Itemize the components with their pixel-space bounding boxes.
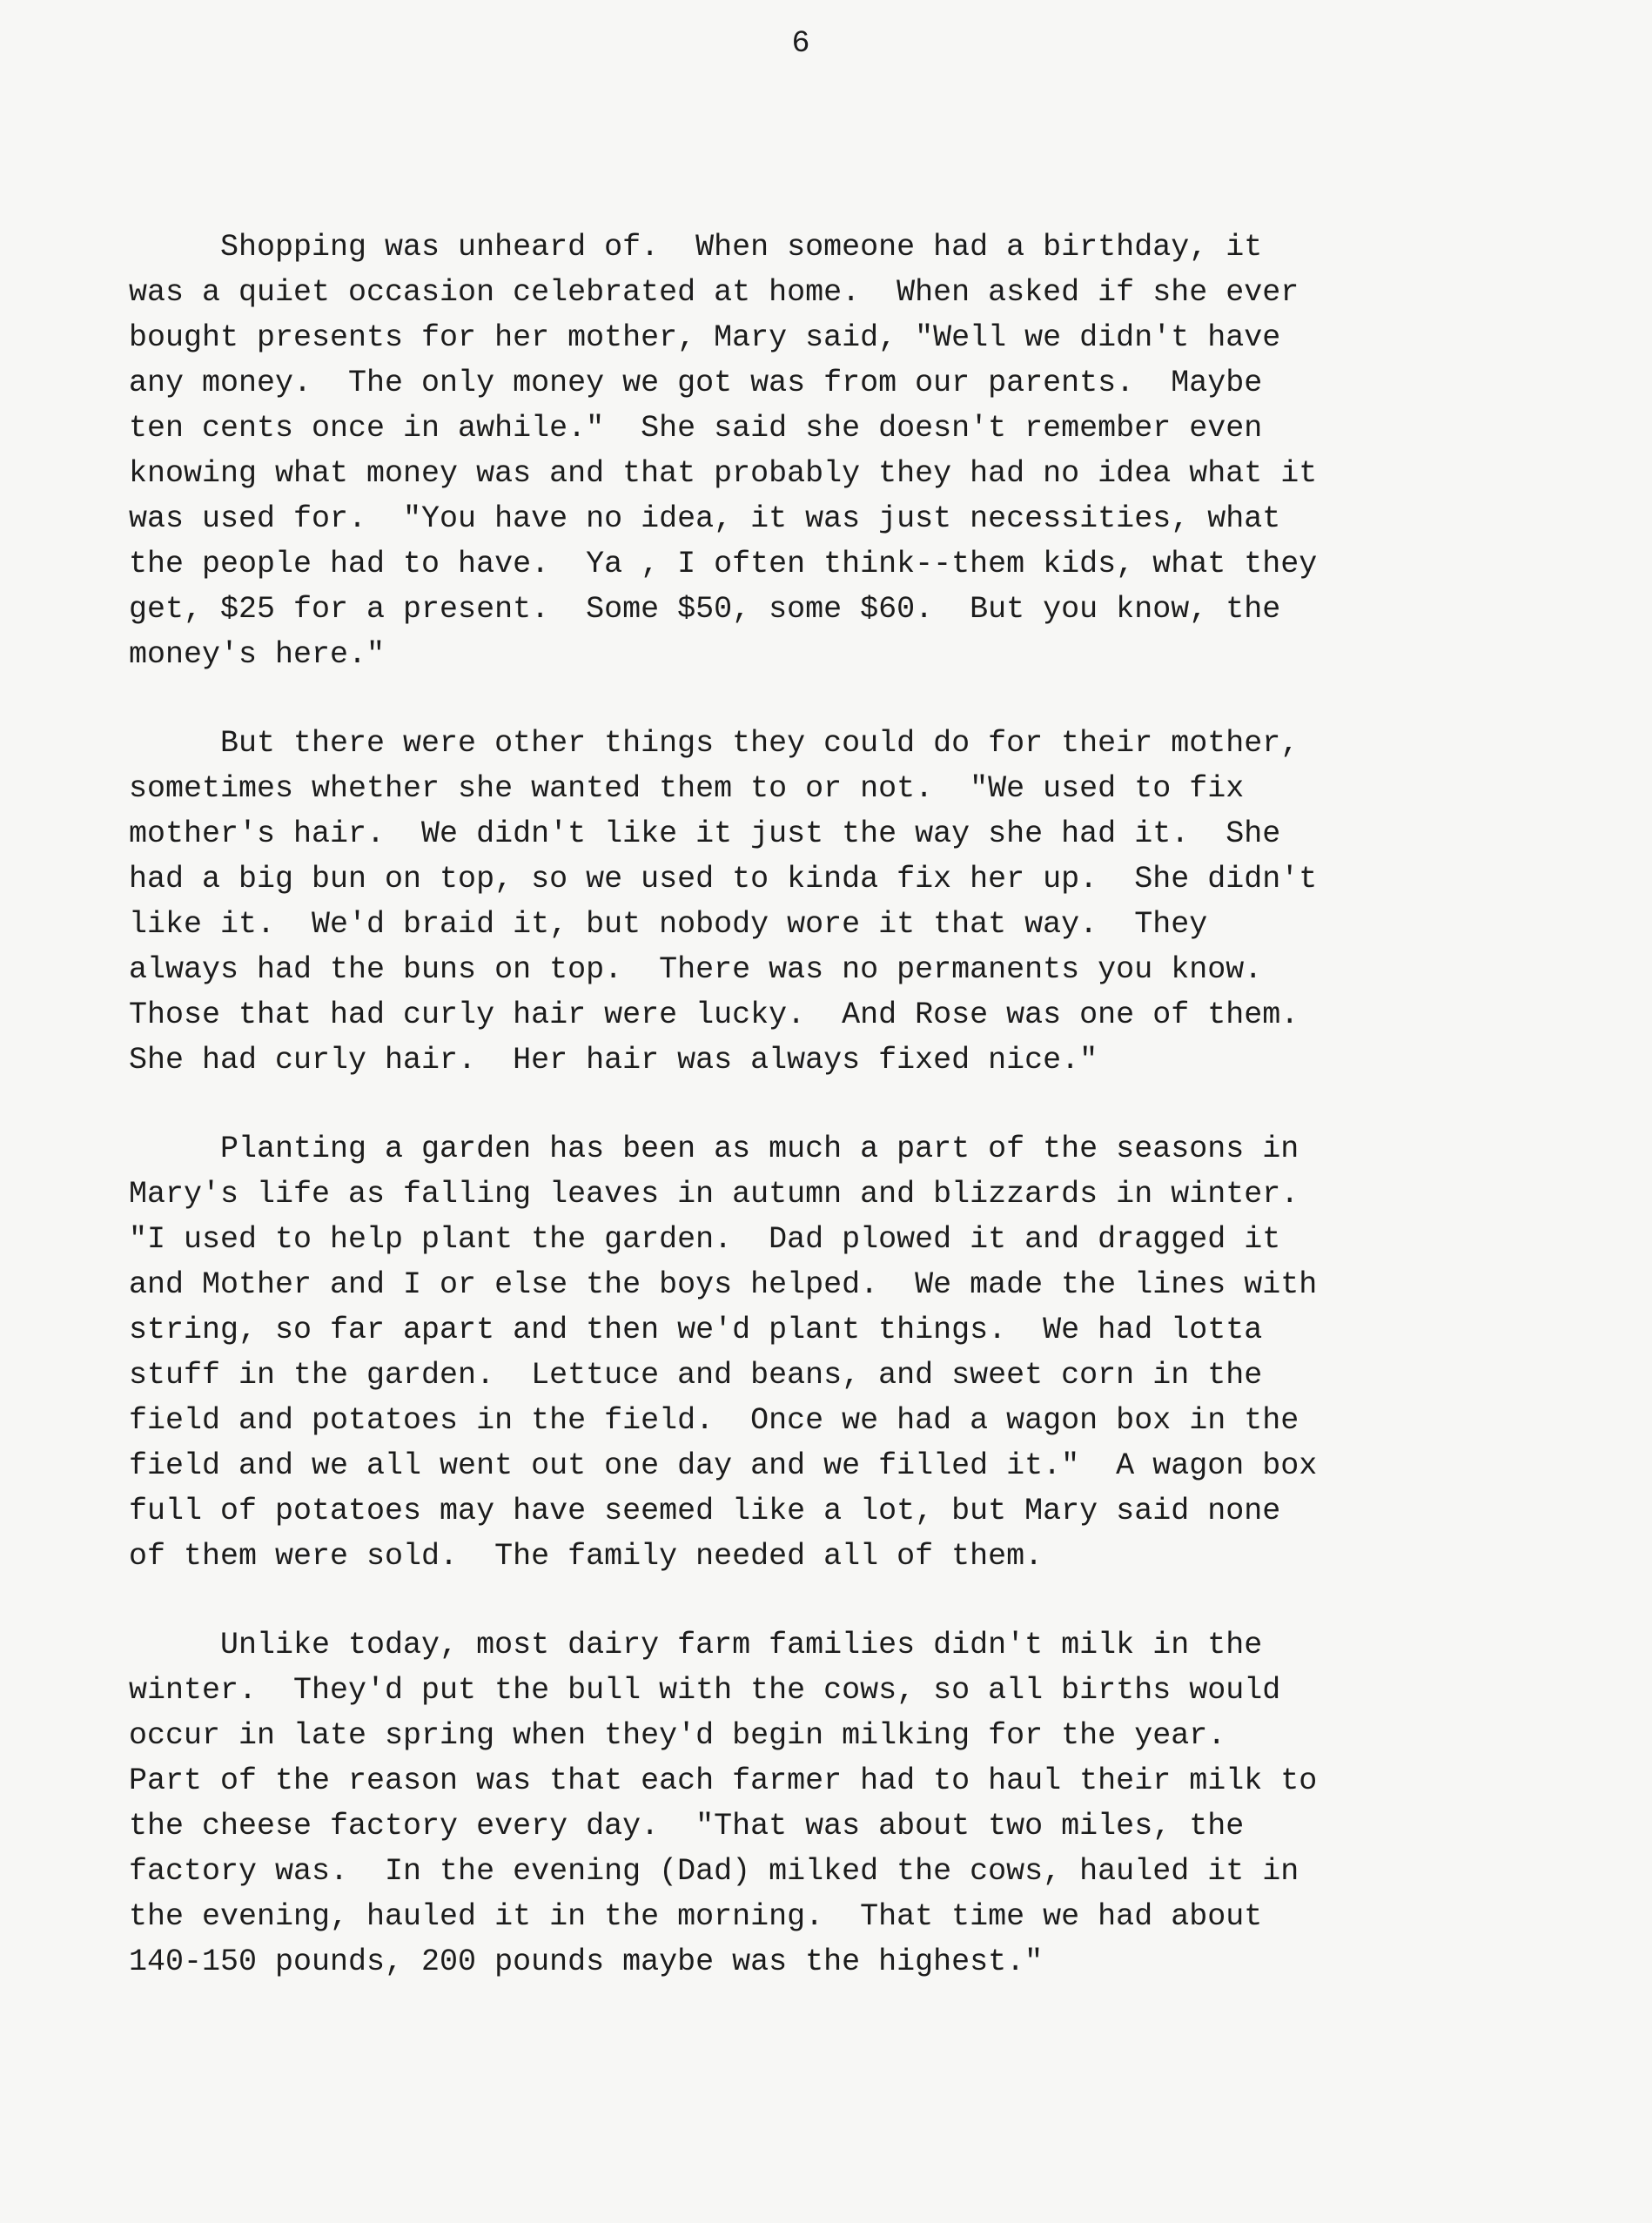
text-line: of them were sold. The family needed all of them. <box>129 1539 1044 1574</box>
text-line: knowing what money was and that probably they had no idea what it <box>129 456 1318 491</box>
text-line: the evening, hauled it in the morning. That time we had about <box>129 1899 1263 1934</box>
text-line: Unlike today, most dairy farm families didn't milk in the <box>129 1628 1263 1662</box>
text-line: full of potatoes may have seemed like a lot, but Mary said none <box>129 1494 1281 1528</box>
text-line: get, $25 for a present. Some $50, some $60. But you know, the <box>129 592 1281 627</box>
text-line: 140-150 pounds, 200 pounds maybe was the highest." <box>129 1944 1044 1979</box>
text-line: Planting a garden has been as much a part of the seasons in <box>129 1132 1299 1166</box>
text-line: field and potatoes in the field. Once we had a wagon box in the <box>129 1403 1299 1438</box>
text-line: like it. We'd braid it, but nobody wore it that way. They <box>129 907 1208 942</box>
text-line: was a quiet occasion celebrated at home. When asked if she ever <box>129 275 1299 310</box>
text-line: stuff in the garden. Lettuce and beans, and sweet corn in the <box>129 1358 1263 1393</box>
text-line: Part of the reason was that each farmer had to haul their milk to <box>129 1763 1318 1798</box>
paragraph <box>129 721 1521 1083</box>
text-line: She had curly hair. Her hair was always fixed nice." <box>129 1043 1098 1078</box>
paragraph <box>129 225 1521 677</box>
text-line: "I used to help plant the garden. Dad plowed it and dragged it <box>129 1222 1281 1257</box>
text-line: occur in late spring when they'd begin milking for the year. <box>129 1718 1226 1753</box>
text-line: sometimes whether she wanted them to or not. "We used to fix <box>129 771 1245 806</box>
text-line: any money. The only money we got was from our parents. Maybe <box>129 366 1263 400</box>
body-text <box>129 225 1521 2028</box>
text-line: the people had to have. Ya , I often think--them kids, what they <box>129 547 1318 581</box>
text-line: But there were other things they could do for their mother, <box>129 726 1299 761</box>
text-line: field and we all went out one day and we filled it." A wagon box <box>129 1448 1318 1483</box>
paragraph <box>129 1126 1521 1579</box>
text-line: string, so far apart and then we'd plant things. We had lotta <box>129 1313 1263 1347</box>
paragraph <box>129 1622 1521 1985</box>
page-number: 6 <box>791 26 810 61</box>
text-line: money's here." <box>129 637 386 672</box>
text-line: mother's hair. We didn't like it just the way she had it. She <box>129 816 1281 851</box>
text-line: factory was. In the evening (Dad) milked the cows, hauled it in <box>129 1854 1299 1889</box>
text-line: winter. They'd put the bull with the cows, so all births would <box>129 1673 1281 1708</box>
text-line: the cheese factory every day. "That was about two miles, the <box>129 1809 1245 1844</box>
text-line: had a big bun on top, so we used to kinda fix her up. She didn't <box>129 862 1318 897</box>
text-line: ten cents once in awhile." She said she doesn't remember even <box>129 411 1263 446</box>
text-line: bought presents for her mother, Mary said, "Well we didn't have <box>129 320 1281 355</box>
text-line: Mary's life as falling leaves in autumn and blizzards in winter. <box>129 1177 1299 1212</box>
text-line: always had the buns on top. There was no permanents you know. <box>129 952 1263 987</box>
text-line: Shopping was unheard of. When someone had a birthday, it <box>129 230 1263 265</box>
text-line: was used for. "You have no idea, it was just necessities, what <box>129 501 1281 536</box>
text-line: and Mother and I or else the boys helped. We made the lines with <box>129 1267 1318 1302</box>
text-line: Those that had curly hair were lucky. And Rose was one of them. <box>129 997 1299 1032</box>
